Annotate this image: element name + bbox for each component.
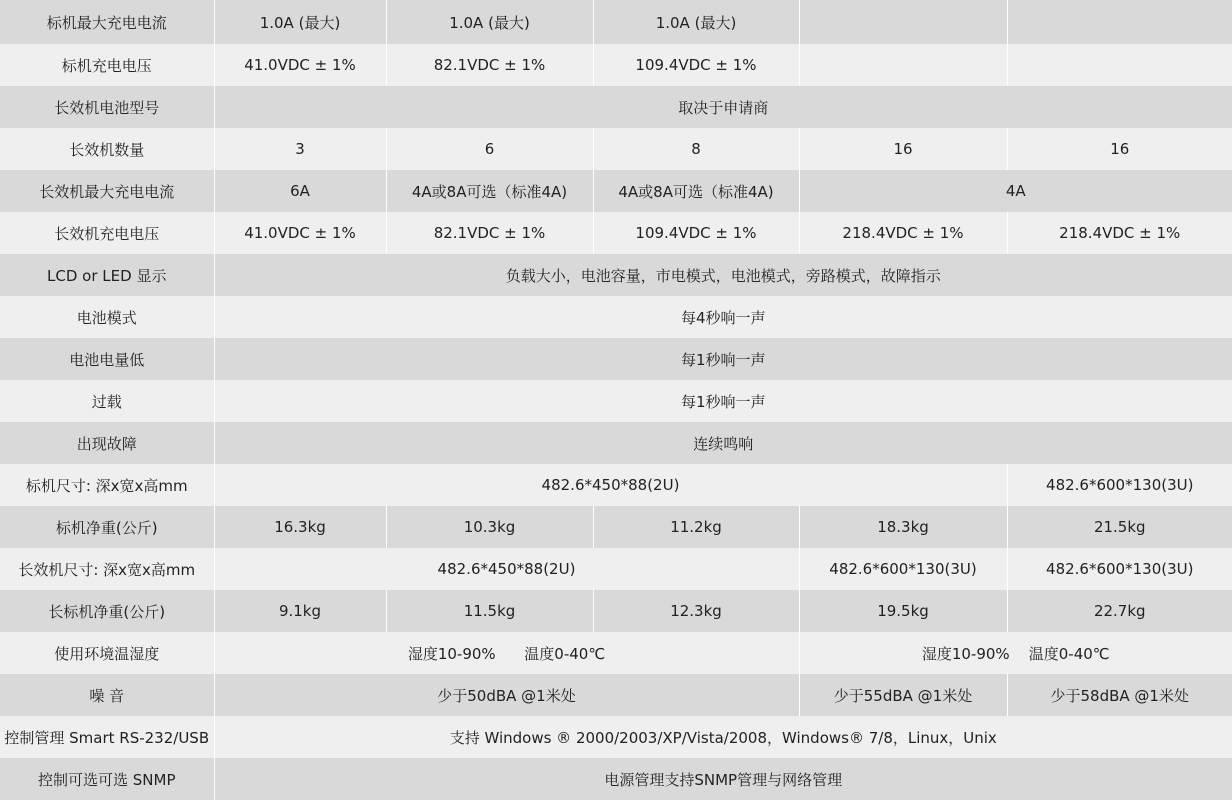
table-row (0, 716, 1232, 758)
row-label: 标机净重(公斤) (0, 506, 214, 548)
row-label: 长效机尺寸: 深x宽x高mm (0, 548, 214, 590)
table-cell: 109.4VDC ± 1% (593, 44, 799, 86)
table-cell: 湿度10-90% 温度0-40℃ (799, 632, 1232, 674)
table-cell: 湿度10-90% 温度0-40℃ (214, 632, 799, 674)
table-row (0, 464, 1232, 506)
row-label: 长效机电池型号 (0, 86, 214, 128)
table-row (0, 212, 1232, 254)
table-cell: 8 (593, 128, 799, 170)
table-cell: 21.5kg (1007, 506, 1232, 548)
row-label: 电池电量低 (0, 338, 214, 380)
table-cell: 12.3kg (593, 590, 799, 632)
table-cell: 11.2kg (593, 506, 799, 548)
row-label: 标机充电电压 (0, 44, 214, 86)
table-row (0, 674, 1232, 716)
table-cell: 1.0A (最大) (214, 0, 386, 44)
table-cell (1007, 44, 1232, 86)
table-row (0, 590, 1232, 632)
table-cell: 取决于申请商 (214, 86, 1232, 128)
table-cell (799, 44, 1007, 86)
table-cell: 218.4VDC ± 1% (1007, 212, 1232, 254)
table-cell: 16 (1007, 128, 1232, 170)
table-row (0, 296, 1232, 338)
table-cell: 1.0A (最大) (386, 0, 593, 44)
table-cell: 1.0A (最大) (593, 0, 799, 44)
table-cell: 负载大小，电池容量，市电模式，电池模式，旁路模式，故障指示 (214, 254, 1232, 296)
table-cell: 82.1VDC ± 1% (386, 44, 593, 86)
row-label: 使用环境温湿度 (0, 632, 214, 674)
row-label: 噪 音 (0, 674, 214, 716)
table-cell (1007, 0, 1232, 44)
table-cell: 6 (386, 128, 593, 170)
table-cell: 482.6*450*88(2U) (214, 464, 1007, 506)
row-label: 控制可选可选 SNMP (0, 758, 214, 800)
table-row (0, 548, 1232, 590)
table-cell: 16 (799, 128, 1007, 170)
table-cell: 4A (799, 170, 1232, 212)
row-label: 过载 (0, 380, 214, 422)
table-cell: 41.0VDC ± 1% (214, 44, 386, 86)
row-label: 长效机数量 (0, 128, 214, 170)
table-cell: 9.1kg (214, 590, 386, 632)
table-row (0, 86, 1232, 128)
table-cell: 109.4VDC ± 1% (593, 212, 799, 254)
row-label: LCD or LED 显示 (0, 254, 214, 296)
table-cell: 4A或8A可选（标准4A) (593, 170, 799, 212)
table-cell: 3 (214, 128, 386, 170)
table-cell: 少于55dBA @1米处 (799, 674, 1007, 716)
table-cell: 每4秒响一声 (214, 296, 1232, 338)
table-row (0, 380, 1232, 422)
table-row (0, 758, 1232, 800)
table-cell: 482.6*600*130(3U) (1007, 464, 1232, 506)
table-cell (799, 0, 1007, 44)
table-cell: 22.7kg (1007, 590, 1232, 632)
table-row (0, 0, 1232, 44)
table-row (0, 44, 1232, 86)
table-cell: 11.5kg (386, 590, 593, 632)
row-label: 长效机充电电压 (0, 212, 214, 254)
table-row (0, 170, 1232, 212)
table-row (0, 254, 1232, 296)
row-label: 电池模式 (0, 296, 214, 338)
table-cell: 10.3kg (386, 506, 593, 548)
table-cell: 每1秒响一声 (214, 380, 1232, 422)
table-cell: 支持 Windows ® 2000/2003/XP/Vista/2008，Windows® 7/8，Linux，Unix (214, 716, 1232, 758)
table-cell: 电源管理支持SNMP管理与网络管理 (214, 758, 1232, 800)
table-cell: 少于50dBA @1米处 (214, 674, 799, 716)
table-cell: 18.3kg (799, 506, 1007, 548)
table-cell: 6A (214, 170, 386, 212)
table-row (0, 422, 1232, 464)
row-label: 长效机最大充电电流 (0, 170, 214, 212)
row-label: 出现故障 (0, 422, 214, 464)
table-row (0, 128, 1232, 170)
row-label: 标机尺寸: 深x宽x高mm (0, 464, 214, 506)
table-cell: 少于58dBA @1米处 (1007, 674, 1232, 716)
table-row (0, 632, 1232, 674)
table-cell: 482.6*600*130(3U) (799, 548, 1007, 590)
table-cell: 82.1VDC ± 1% (386, 212, 593, 254)
table-cell: 482.6*450*88(2U) (214, 548, 799, 590)
table-cell: 41.0VDC ± 1% (214, 212, 386, 254)
row-label: 长标机净重(公斤) (0, 590, 214, 632)
table-cell: 218.4VDC ± 1% (799, 212, 1007, 254)
table-row (0, 338, 1232, 380)
table-cell: 16.3kg (214, 506, 386, 548)
table-cell: 482.6*600*130(3U) (1007, 548, 1232, 590)
row-label: 控制管理 Smart RS-232/USB (0, 716, 214, 758)
table-cell: 19.5kg (799, 590, 1007, 632)
row-label: 标机最大充电电流 (0, 0, 214, 44)
table-cell: 连续鸣响 (214, 422, 1232, 464)
table-row (0, 506, 1232, 548)
table-cell: 4A或8A可选（标准4A) (386, 170, 593, 212)
table-cell: 每1秒响一声 (214, 338, 1232, 380)
